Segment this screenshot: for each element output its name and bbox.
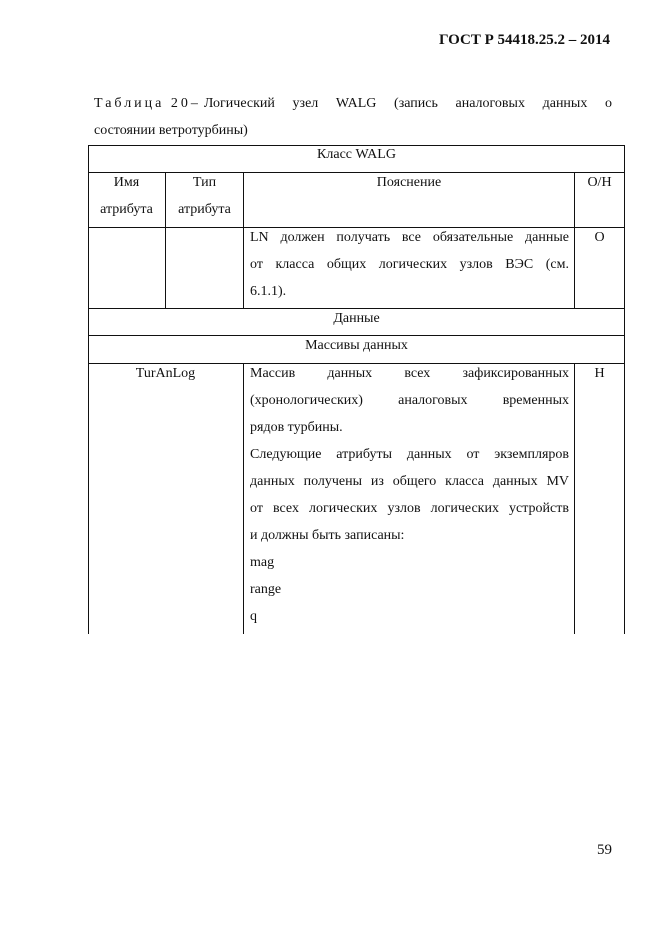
col-header-type-line2: атрибута — [178, 202, 231, 217]
turanlog-mo: Н — [594, 366, 605, 381]
table-col-divider — [574, 363, 575, 634]
turanlog-attr-range: range — [250, 582, 282, 597]
turanlog-desc-line: Следующие атрибуты данных от экземпляров — [250, 447, 569, 462]
turanlog-desc-line: от всех логических узлов логических устройств — [250, 501, 569, 516]
table-label: Таблица 20 — [94, 96, 191, 111]
table-caption — [94, 90, 612, 144]
col-header-name-line2: атрибута — [100, 202, 153, 217]
turanlog-description — [250, 360, 569, 630]
document-code-header: ГОСТ Р 54418.25.2 – 2014 — [438, 32, 610, 48]
ln-row-description — [250, 224, 569, 305]
table-col-divider — [243, 363, 244, 634]
turanlog-desc-line: данных получены из общего класса данных MV — [250, 474, 569, 489]
turanlog-attr-mag: mag — [250, 555, 275, 570]
ln-desc-line: от класса общих логических узлов ВЭС (см. — [250, 257, 569, 272]
turanlog-name: TurAnLog — [135, 366, 196, 381]
caption-title-line2: состоянии ветротурбины) — [94, 123, 248, 138]
ln-row-mo: О — [594, 230, 605, 245]
section-data: Данные — [333, 311, 380, 326]
turanlog-desc-line: и должны быть записаны: — [250, 528, 405, 543]
ln-desc-line: LN должен получать все обязательные данные — [250, 230, 569, 245]
col-header-mo: О/Н — [587, 175, 612, 190]
col-header-type — [166, 169, 243, 223]
class-row-title: Класс WALG — [317, 147, 396, 162]
col-header-description: Пояснение — [376, 175, 442, 190]
walg-table — [88, 145, 625, 634]
turanlog-desc-line: Массив данных всех зафиксированных — [250, 366, 569, 381]
page-number: 59 — [597, 842, 612, 858]
turanlog-attr-q: q — [250, 609, 257, 624]
table-border-right — [624, 145, 625, 634]
col-header-name-line1: Имя — [113, 175, 140, 190]
turanlog-desc-line: (хронологических) аналоговых временных — [250, 393, 569, 408]
turanlog-desc-line: рядов турбины. — [250, 420, 343, 435]
col-header-name — [88, 169, 165, 223]
ln-desc-line: 6.1.1). — [250, 284, 287, 299]
caption-title-line1: Логический узел WALG (запись аналоговых данных о — [203, 96, 612, 111]
caption-dash: – — [190, 96, 198, 111]
col-header-type-line1: Тип — [192, 175, 217, 190]
section-data-arrays: Массивы данных — [305, 338, 408, 353]
